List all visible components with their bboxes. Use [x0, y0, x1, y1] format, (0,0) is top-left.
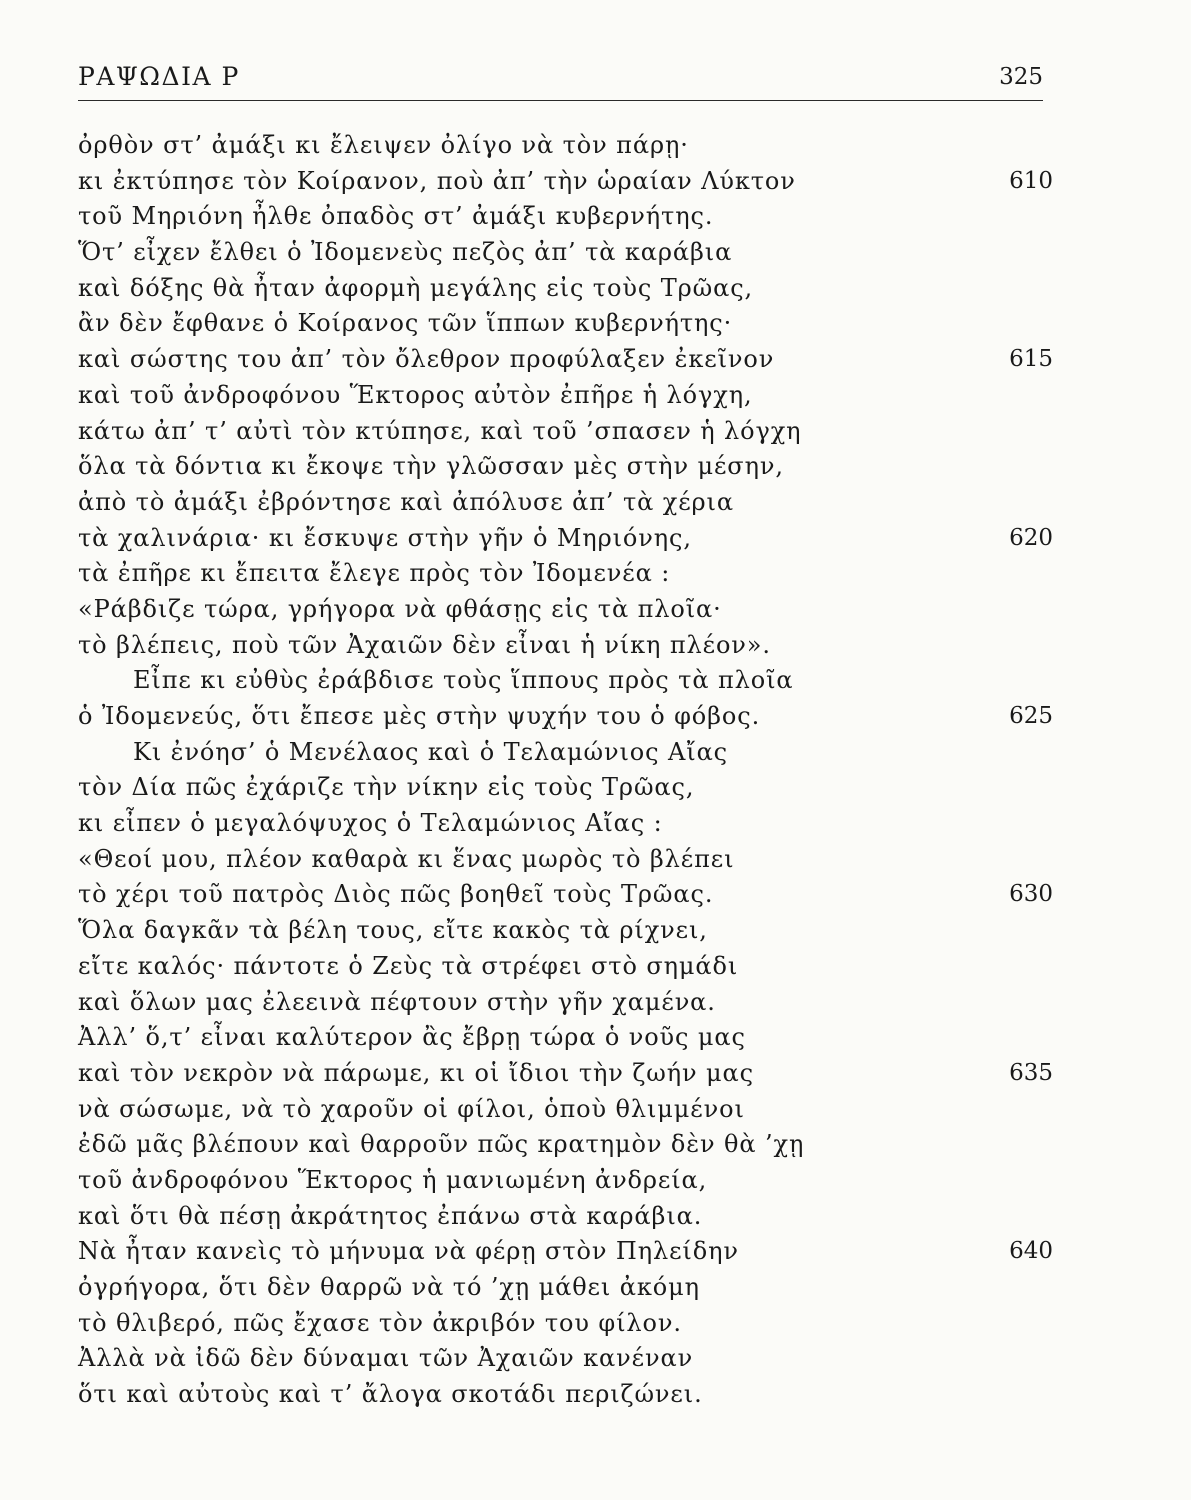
- verse-line: [78, 449, 1053, 485]
- verse-text: τὸ βλέπεις, ποὺ τῶν Ἀχαιῶν δὲν εἶναι ἡ νίκη πλέον».: [78, 630, 771, 659]
- verse-line: [78, 842, 1053, 878]
- verse-text: Ὅλα δαγκᾶν τὰ βέλη τους, εἴτε κακὸς τὰ ρίχνει,: [78, 916, 708, 945]
- verse-text: εἴτε καλός· πάντοτε ὁ Ζεὺς τὰ στρέφει στὸ σημάδι: [78, 951, 739, 980]
- verse-line: [78, 128, 1053, 164]
- verse-line: [78, 235, 1053, 271]
- verse-line: [78, 1306, 1053, 1342]
- verse-line: [78, 735, 1053, 771]
- verse-line: [78, 949, 1053, 985]
- verse-line: [78, 414, 1053, 450]
- page-header: [78, 62, 1043, 96]
- verse-text: τοῦ ἀνδροφόνου Ἕκτορος ἡ μανιωμένη ἀνδρεία,: [78, 1165, 708, 1194]
- verse-text: τὸ θλιβερό, πῶς ἔχασε τὸν ἀκριβόν του φίλον.: [78, 1308, 682, 1337]
- verse-line: [78, 1234, 1053, 1270]
- verse-text: κι εἶπεν ὁ μεγαλόψυχος ὁ Τελαμώνιος Αἴας :: [78, 809, 663, 838]
- header-rule: [78, 100, 1043, 101]
- line-number: 635: [1009, 1059, 1053, 1086]
- verse-line: [78, 592, 1053, 628]
- verse-text: τοῦ Μηριόνη ἦλθε ὀπαδὸς στ’ ἀμάξι κυβερνήτης.: [78, 202, 714, 231]
- verse-text: τὸ χέρι τοῦ πατρὸς Διὸς πῶς βοηθεῖ τοὺς Τρῶας.: [78, 880, 714, 909]
- verse-text: Νὰ ἦταν κανεὶς τὸ μήνυμα νὰ φέρῃ στὸν Πηλείδην: [78, 1237, 739, 1266]
- verse-line: [78, 1199, 1053, 1235]
- verse-line: [78, 1377, 1053, 1413]
- verse-line: [78, 164, 1053, 200]
- verse-line: [78, 877, 1053, 913]
- verse-text: κάτω ἀπ’ τ’ αὐτὶ τὸν κτύπησε, καὶ τοῦ ’σπασεν ἡ λόγχη: [78, 416, 802, 445]
- verse-line: [78, 663, 1053, 699]
- verse-text: ὀγρήγορα, ὅτι δὲν θαρρῶ νὰ τό ’χῃ μάθει ἀκόμη: [78, 1273, 700, 1301]
- verse-text: καὶ ὅλων μας ἐλεεινὰ πέφτουν στὴν γῆν χαμένα.: [78, 987, 716, 1016]
- verse-text: Ὅτ’ εἶχεν ἔλθει ὁ Ἰδομενεὺς πεζὸς ἀπ’ τὰ καράβια: [78, 238, 733, 267]
- verse-line: [78, 1092, 1053, 1128]
- running-head: ΡΑΨΩΔΙΑ Ρ: [78, 62, 240, 91]
- page-number: 325: [999, 64, 1043, 90]
- verse-line: [78, 1163, 1053, 1199]
- line-number: 620: [1009, 524, 1053, 551]
- verse-text: Ἀλλ’ ὅ,τ’ εἶναι καλύτερον ἂς ἔβρῃ τώρα ὁ νοῦς μας: [78, 1023, 746, 1052]
- verse-text: «Θεοί μου, πλέον καθαρὰ κι ἕνας μωρὸς τὸ βλέπει: [78, 844, 735, 873]
- verse-text: Εἶπε κι εὐθὺς ἐράβδισε τοὺς ἵππους πρὸς τὰ πλοῖα: [133, 666, 794, 695]
- line-number: 610: [1009, 167, 1053, 194]
- verse-text: ὅλα τὰ δόντια κι ἔκοψε τὴν γλῶσσαν μὲς στὴν μέσην,: [78, 452, 784, 481]
- verse-text: τὸν Δία πῶς ἐχάριζε τὴν νίκην εἰς τοὺς Τρῶας,: [78, 773, 695, 802]
- verse-text: «Ράβδιζε τώρα, γρήγορα νὰ φθάσῃς εἰς τὰ πλοῖα·: [78, 594, 722, 623]
- verse-text: νὰ σώσωμε, νὰ τὸ χαροῦν οἱ φίλοι, ὁποὺ θλιμμένοι: [78, 1094, 745, 1123]
- verse-text: καὶ τοῦ ἀνδροφόνου Ἕκτορος αὐτὸν ἐπῆρε ἡ λόγχη,: [78, 380, 753, 409]
- verse-line: [78, 1341, 1053, 1377]
- verse-line: [78, 628, 1053, 664]
- verse-line: [78, 271, 1053, 307]
- verse-text: ὁ Ἰδομενεύς, ὅτι ἔπεσε μὲς στὴν ψυχήν του ὁ φόβος.: [78, 702, 761, 730]
- verse-line: [78, 521, 1053, 557]
- verse-line: [78, 1127, 1053, 1163]
- verse-line: [78, 1020, 1053, 1056]
- verse-line: [78, 1056, 1053, 1092]
- verse-line: [78, 985, 1053, 1021]
- verse-text: κι ἐκτύπησε τὸν Κοίρανον, ποὺ ἀπ’ τὴν ὡραίαν Λύκτον: [78, 166, 796, 195]
- line-number: 625: [1009, 703, 1053, 729]
- verse-line: [78, 199, 1053, 235]
- verse-line: [78, 770, 1053, 806]
- verse-list: [78, 128, 1053, 1413]
- verse-text: Κι ἐνόησ’ ὁ Μενέλαος καὶ ὁ Τελαμώνιος Αἴας: [133, 737, 729, 766]
- verse-line: [78, 342, 1053, 378]
- verse-text: Ἀλλὰ νὰ ἰδῶ δὲν δύναμαι τῶν Ἀχαιῶν κανέναν: [78, 1344, 694, 1373]
- verse-text: ἐδῶ μᾶς βλέπουν καὶ θαρροῦν πῶς κρατημὸν δὲν θὰ ’χῃ: [78, 1130, 805, 1159]
- verse-text: καὶ τὸν νεκρὸν νὰ πάρωμε, κι οἱ ἴδιοι τὴν ζωήν μας: [78, 1058, 754, 1087]
- verse-line: [78, 556, 1053, 592]
- verse-text: τὰ ἐπῆρε κι ἔπειτα ἔλεγε πρὸς τὸν Ἰδομενέα :: [78, 559, 671, 588]
- line-number: 615: [1009, 346, 1053, 373]
- line-number: 640: [1009, 1238, 1053, 1265]
- verse-line: [78, 1270, 1053, 1306]
- verse-text: καὶ δόξης θὰ ἦταν ἀφορμὴ μεγάλης εἰς τοὺς Τρῶας,: [78, 273, 754, 302]
- verse-text: ὀρθὸν στ’ ἀμάξι κι ἔλειψεν ὀλίγο νὰ τὸν πάρῃ·: [78, 131, 689, 159]
- verse-line: [78, 306, 1053, 342]
- verse-line: [78, 699, 1053, 735]
- verse-text: καὶ ὅτι θὰ πέσῃ ἀκράτητος ἐπάνω στὰ καράβια.: [78, 1201, 703, 1230]
- verse-text: καὶ σώστης του ἀπ’ τὸν ὄλεθρον προφύλαξεν ἐκεῖνον: [78, 345, 775, 374]
- verse-line: [78, 485, 1053, 521]
- verse-line: [78, 806, 1053, 842]
- line-number: 630: [1009, 881, 1053, 908]
- verse-text: τὰ χαλινάρια· κι ἔσκυψε στὴν γῆν ὁ Μηριόνης,: [78, 523, 692, 552]
- verse-line: [78, 378, 1053, 414]
- verse-text: ὅτι καὶ αὐτοὺς καὶ τ’ ἄλογα σκοτάδι περιζώνει.: [78, 1380, 703, 1409]
- verse-text: ἀπὸ τὸ ἀμάξι ἐβρόντησε καὶ ἀπόλυσε ἀπ’ τὰ χέρια: [78, 487, 734, 516]
- verse-line: [78, 913, 1053, 949]
- verse-text: ἂν δὲν ἔφθανε ὁ Κοίρανος τῶν ἵππων κυβερνήτης·: [78, 309, 733, 338]
